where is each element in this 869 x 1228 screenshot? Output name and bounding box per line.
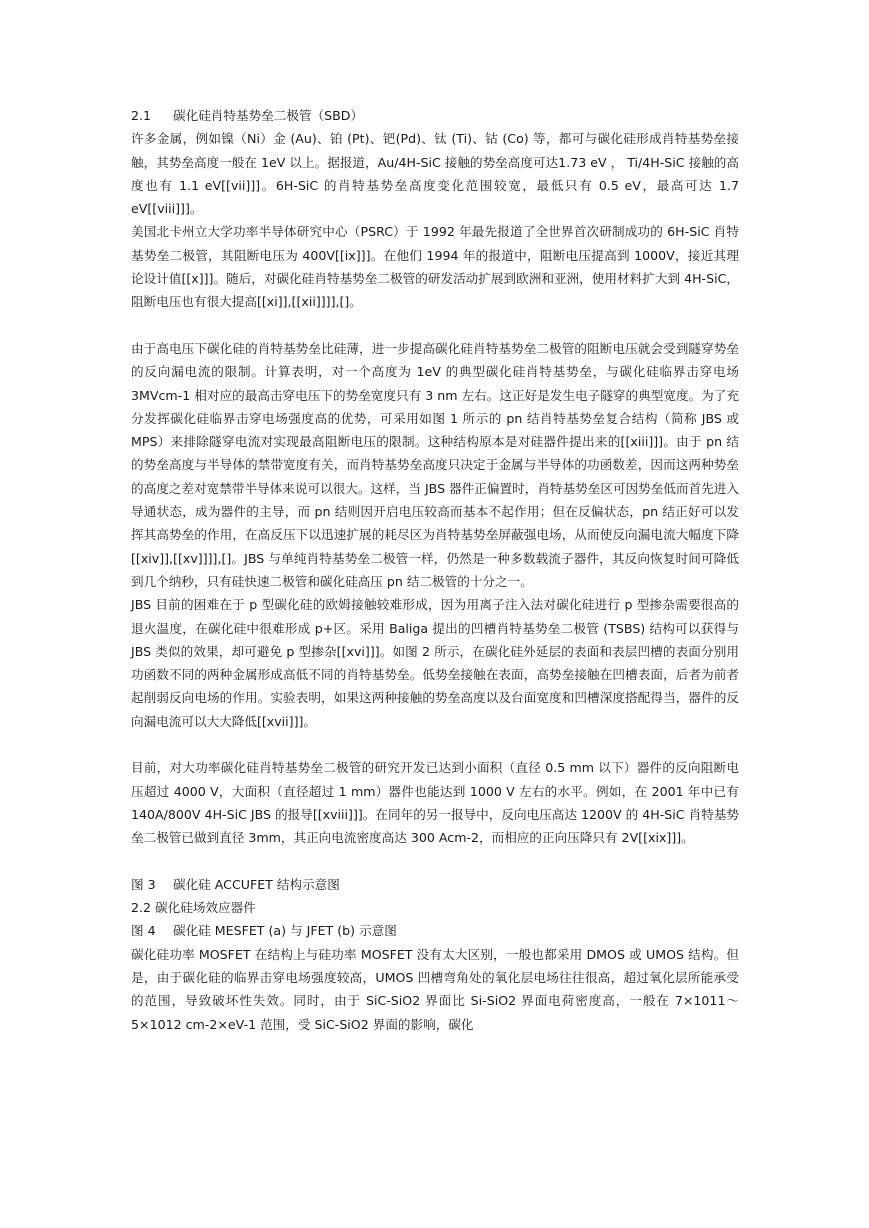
blank-line bbox=[131, 314, 739, 337]
paragraph-jbs-structure: 由于高电压下碳化硅的肖特基势垒比硅薄，进一步提高碳化硅肖特基势垒二极管的阻断电压就会受到隧穿势垒的反向漏电流的限制。计算表明，对一个高度为 1eV 的典型碳化硅肖特基势垒，与碳化硅临界击穿电场 3MVcm-1 相对应的最高击穿电压下的势垒宽度只有 3 nm 左右。这正好是发生电子隧穿的典型宽度。为了充分发挥碳化硅临界击穿电场强度高的优势，可采用如图 1 所示的 pn 结肖特基势垒复合结构（简称 JBS 或 MPS）来排除隧穿电流对实现最高阻断电压的限制。这种结构原本是对硅器件提出来的[[xiii]]]。由于 pn 结的势垒高度与半导体的禁带宽度有关，而肖特基势垒高度只决定于金属与半导体的功函数差，因而这两种势垒的高度之差对宽禁带半导体来说可以很大。这样，当 JBS 器件正偏置时，肖特基势垒区可因势垒低而首先进入导通状态，成为器件的主导，而 pn 结则因开启电压较高而基本不起作用；但在反偏状态，pn 结正好可以发挥其高势垒的作用，在高反压下以迅速扩展的耗尽区为肖特基势垒屏蔽强电场，从而使反向漏电流大幅度下降[[xiv]],[[xv]]]],[]。JBS 与单纯肖特基势垒二极管一样，仍然是一种多数载流子器件，其反向恢复时间可降低到几个纳秒，只有硅快速二极管和碳化硅高压 pn 结二极管的十分之一。 bbox=[131, 340, 739, 589]
paragraph-current-status: 目前，对大功率碳化硅肖特基势垒二极管的研究开发已达到小面积（直径 0.5 mm 以下）器件的反向阻断电压超过 4000 V，大面积（直径超过 1 mm）器件也能达到 1000 V 左右的水平。例如，在 2001 年中已有 140A/800V 4H-SiC JBS 的报导[[xviii]]]。在同年的另一报导中，反向电压高达 1200V 的 4H-SiC 肖特基势垒二极管已做到直径 3mm，其正向电流密度高达 300 Acm-2，而相应的正向压降只有 2V[[xix]]]。 bbox=[131, 760, 739, 846]
paragraph-psrc: 美国北卡州立大学功率半导体研究中心（PSRC）于 1992 年最先报道了全世界首次研制成功的 6H-SiC 肖特基势垒二极管，其阻断电压为 400V[[ix]]]。在他们 1994 年的报道中，阻断电压提高到 1000V，接近其理论设计值[[x]]]。随后，对碳化硅肖特基势垒二极管的研发活动扩展到欧洲和亚洲，使用材料扩大到 4H-SiC，阻断电压也有很大提高[[xi]],[[xii]]]],[]。 bbox=[131, 224, 739, 310]
section-heading-2-2: 2.2 碳化硅场效应器件 bbox=[131, 900, 256, 916]
figure-number: 图 4 bbox=[131, 923, 156, 939]
figure-caption-text: 碳化硅 ACCUFET 结构示意图 bbox=[173, 876, 340, 892]
paragraph-metals: 许多金属，例如镍（Ni）金 (Au)、铂 (Pt)、钯(Pd)、钛 (Ti)、钴 (Co) 等，都可与碳化硅形成肖特基势垒接触，其势垒高度一般在 1eV 以上。据报道，Au/4H-SiC 接触的势垒高度可达1.73 eV ， Ti/4H-SiC 接触的高度也有 1.1 eV[[vii]]]。6H-SiC 的肖特基势垒高度变化范围较宽，最低只有 0.5 eV，最高可达 1.7 eV[[viii]]]。 bbox=[131, 131, 739, 217]
figure-3-caption bbox=[131, 873, 739, 896]
section-number: 2.1 bbox=[131, 108, 152, 123]
section-heading-2-1 bbox=[131, 104, 739, 127]
paragraph-mosfet: 碳化硅功率 MOSFET 在结构上与硅功率 MOSFET 没有太大区别，一般也都采用 DMOS 或 UMOS 结构。但是，由于碳化硅的临界击穿电场强度较高，UMOS 凹槽弯角处的氧化层电场往往很高，超过氧化层所能承受的范围，导致破坏性失效。同时，由于 SiC-SiO2 界面比 Si-SiO2 界面电荷密度高，一般在 7×1011～5×1012 cm-2×eV-1 范围，受 SiC-SiO2 界面的影响，碳化 bbox=[131, 946, 739, 1032]
paragraph-jbs-difficulty: JBS 目前的困难在于 p 型碳化硅的欧姆接触较难形成，因为用离子注入法对碳化硅进行 p 型掺杂需要很高的退火温度，在碳化硅中很难形成 p+区。采用 Baliga 提出的凹槽肖特基势垒二极管 (TSBS) 结构可以获得与 JBS 类似的效果，却可避免 p 型掺杂[[xvi]]]。如图 2 所示，在碳化硅外延层的表面和表层凹槽的表面分别用功函数不同的两种金属形成高低不同的肖特基势垒。低势垒接触在表面，高势垒接触在凹槽表面，后者为前者起削弱反向电场的作用。实验表明，如果这两种接触的势垒高度以及台面宽度和凹槽深度搭配得当，器件的反向漏电流可以大大降低[[xvii]]]。 bbox=[131, 597, 739, 729]
figure-number: 图 3 bbox=[131, 876, 156, 892]
document-page bbox=[131, 104, 739, 1036]
figure-caption-text: 碳化硅 MESFET (a) 与 JFET (b) 示意图 bbox=[173, 923, 397, 939]
blank-line bbox=[131, 733, 739, 756]
section-title: 碳化硅肖特基势垒二极管（SBD） bbox=[173, 108, 364, 123]
figure-4-caption bbox=[131, 919, 739, 942]
blank-line bbox=[131, 850, 739, 873]
